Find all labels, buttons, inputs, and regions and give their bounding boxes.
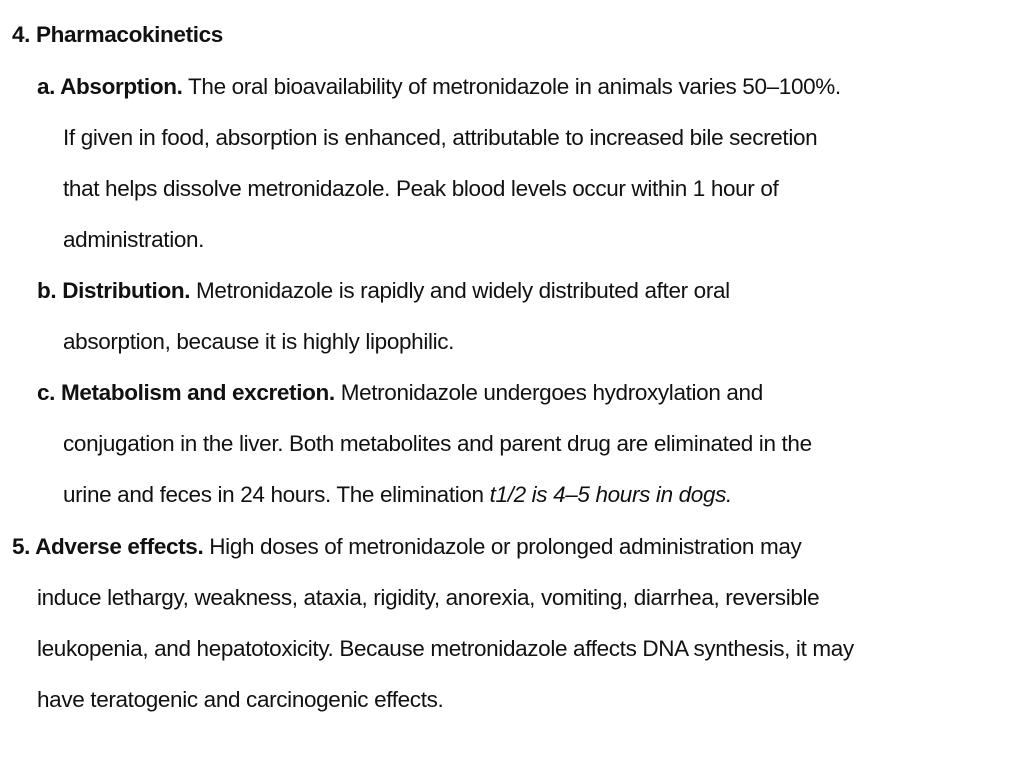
adverse-effects-text-4: have teratogenic and carcinogenic effects. xyxy=(37,687,444,712)
absorption-line-4 xyxy=(63,225,204,255)
heading-text: 4. Pharmacokinetics xyxy=(12,22,223,47)
absorption-line-3 xyxy=(63,174,778,204)
absorption-text-4: administration. xyxy=(63,227,205,252)
metabolism-text-3: urine and feces in 24 hours. The elimination xyxy=(63,482,490,507)
adverse-effects-line-3 xyxy=(37,634,854,664)
metabolism-text-2: conjugation in the liver. Both metabolites and parent drug are eliminated in the xyxy=(63,431,812,456)
metabolism-line-3 xyxy=(63,480,732,510)
absorption-text-3: that helps dissolve metronidazole. Peak blood levels occur within 1 hour of xyxy=(63,176,779,201)
metabolism-line-2 xyxy=(63,429,812,459)
adverse-effects-label: 5. Adverse effects. xyxy=(12,534,204,559)
adverse-effects-line-4 xyxy=(37,685,443,715)
distribution-line-1 xyxy=(37,276,730,306)
distribution-label: b. Distribution. xyxy=(37,278,191,303)
distribution-text-2: absorption, because it is highly lipophilic. xyxy=(63,329,455,354)
absorption-text-2: If given in food, absorption is enhanced, attributable to increased bile secretion xyxy=(63,125,818,150)
absorption-line-1 xyxy=(37,72,841,102)
distribution-line-2 xyxy=(63,327,454,357)
adverse-effects-text-3: leukopenia, and hepatotoxicity. Because metronidazole affects DNA synthesis, it may xyxy=(37,636,854,661)
adverse-effects-line-2 xyxy=(37,583,819,613)
absorption-text-1: The oral bioavailability of metronidazole in animals varies 50–100%. xyxy=(182,74,841,99)
metabolism-line-1 xyxy=(37,378,763,408)
absorption-label: a. Absorption. xyxy=(37,74,183,99)
adverse-effects-line-1 xyxy=(12,532,801,562)
metabolism-text-1: Metronidazole undergoes hydroxylation and xyxy=(334,380,763,405)
adverse-effects-text-1: High doses of metronidazole or prolonged administration may xyxy=(203,534,802,559)
absorption-line-2 xyxy=(63,123,817,153)
adverse-effects-text-2: induce lethargy, weakness, ataxia, rigidity, anorexia, vomiting, diarrhea, reversible xyxy=(37,585,820,610)
distribution-text-1: Metronidazole is rapidly and widely distributed after oral xyxy=(190,278,730,303)
metabolism-label: c. Metabolism and excretion. xyxy=(37,380,335,405)
section-heading-pharmacokinetics xyxy=(12,20,223,50)
half-life-text: t1/2 is 4–5 hours in dogs. xyxy=(489,482,732,507)
